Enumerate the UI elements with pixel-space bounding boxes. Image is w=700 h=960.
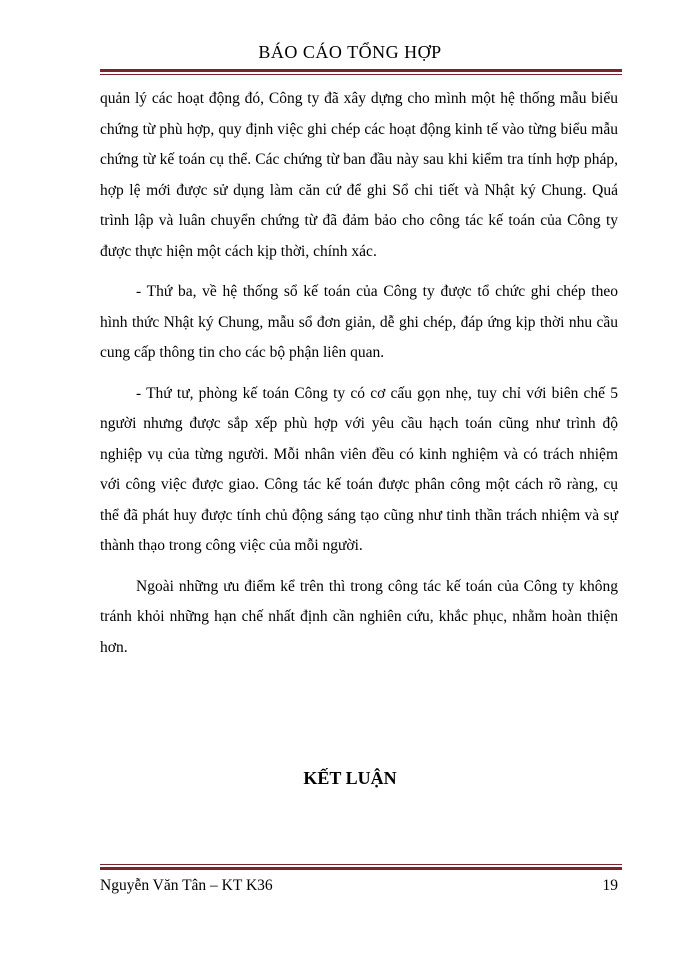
footer-author: Nguyễn Văn Tân – KT K36 [100, 877, 273, 894]
footer-rule-thin [100, 864, 622, 865]
footer-rule-thick [100, 867, 622, 870]
paragraph-3: - Thứ tư, phòng kế toán Công ty có cơ cấu gọn nhẹ, tuy chỉ với biên chế 5 người nhưng được sắp xếp phù hợp với yêu cầu hạch toán cũng như trình độ nghiệp vụ của từng người. Mỗi nhân viên đều có kinh nghiệm và có trách nhiệm với công việc được giao. Công tác kế toán được phân công một cách rõ ràng, cụ thể đã phát huy được tính chủ động sáng tạo cũng như tinh thần trách nhiệm và sự thành thạo trong công việc của mỗi người. [100, 384, 618, 554]
section-heading-conclusion: KẾT LUẬN [303, 768, 397, 788]
header-rule-thin [100, 74, 622, 75]
footer-page-number: 19 [602, 877, 618, 894]
document-body [100, 84, 618, 673]
header-rule-thick [100, 69, 622, 72]
paragraph-4: Ngoài những ưu điểm kể trên thì trong công tác kế toán của Công ty không tránh khỏi những hạn chế nhất định cần nghiên cứu, khắc phục, nhằm hoàn thiện hơn. [100, 577, 618, 656]
page-header-title: BÁO CÁO TỔNG HỢP [258, 42, 442, 62]
paragraph-1: quản lý các hoạt động đó, Công ty đã xây dựng cho mình một hệ thống mẫu biểu chứng từ phù hợp, quy định việc ghi chép các hoạt động kinh tế vào từng biểu mẫu chứng từ kế toán cụ thể. Các chứng từ ban đầu này sau khi kiểm tra tính hợp pháp, hợp lệ mới được sử dụng làm căn cứ để ghi Sổ chi tiết và Nhật ký Chung. Quá trình lập và luân chuyển chứng từ đã đảm bảo cho công tác kế toán của Công ty được thực hiện một cách kịp thời, chính xác. [100, 90, 618, 260]
paragraph-2: - Thứ ba, về hệ thống sổ kế toán của Công ty được tổ chức ghi chép theo hình thức Nhật ký Chung, mẫu sổ đơn giản, dễ ghi chép, đáp ứng kịp thời nhu cầu cung cấp thông tin cho các bộ phận liên quan. [100, 283, 618, 361]
